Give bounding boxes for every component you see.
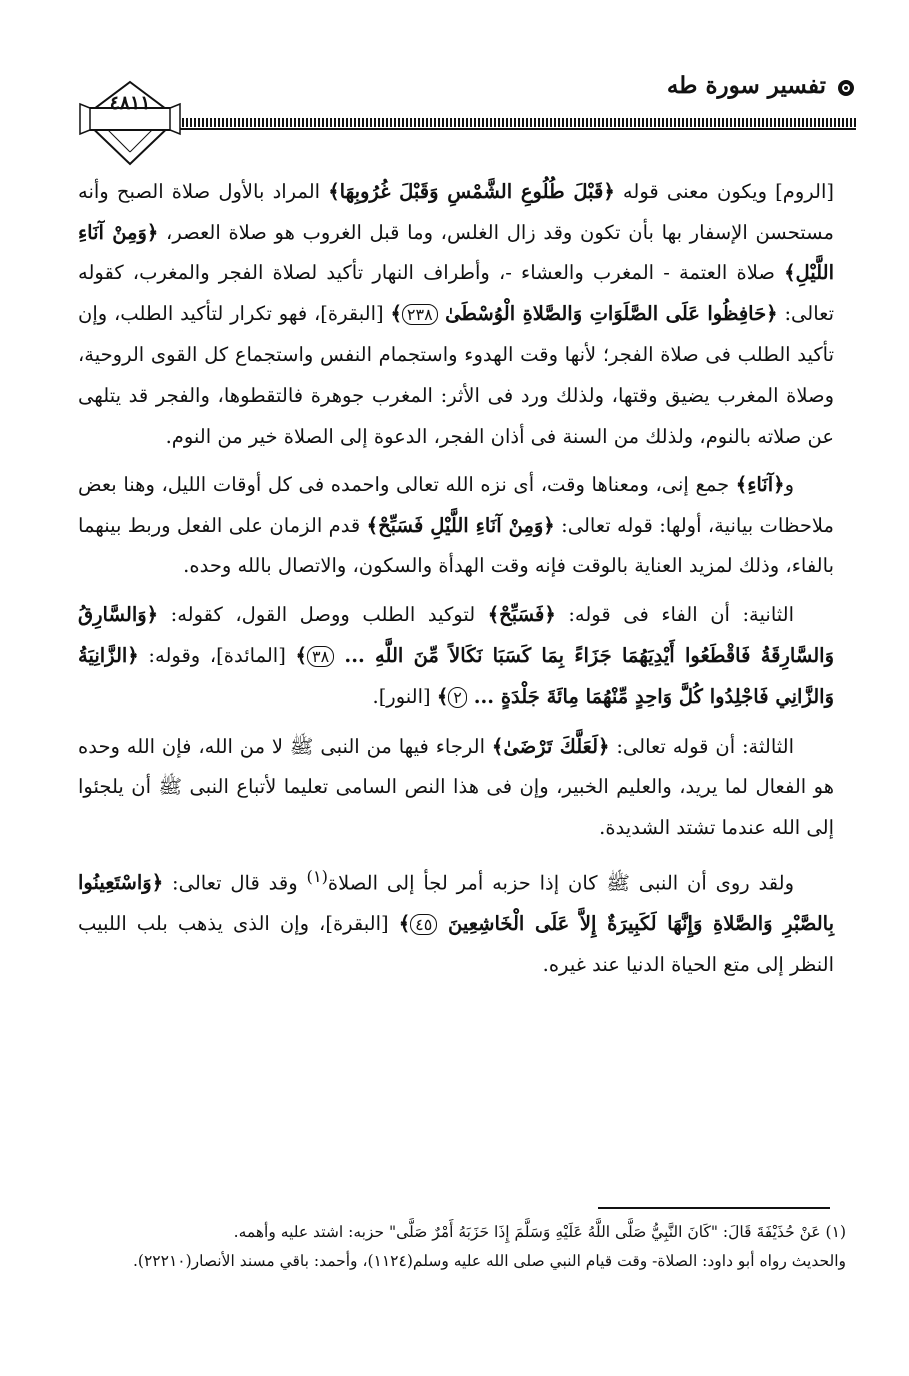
text-run: قدم الزمان على الفعل وربط بينهما بالفاء، وذلك لمزيد العناية بالوقت فإنه وقت الهدأة والسكون، والاتصال بالله وحده.: [78, 513, 834, 578]
footnote-reference: (١): [306, 866, 328, 886]
footnote-1: (١) عَنْ حُذَيْفَةَ قَالَ: "كَانَ النَّبِيُّ صَلَّى اللَّهُ عَلَيْهِ وَسَلَّمَ إِذَا حَزَبَهُ أَمْرٌ صَلَّى" حزبه: اشتد عليه وأهمه.: [233, 1223, 846, 1241]
verse-number-marker: ٤٥: [410, 914, 437, 935]
quote-text: ﴿حَافِظُوا عَلَى الصَّلَوَاتِ وَالصَّلاةِ الْوُسْطَىٰ: [445, 301, 778, 325]
text-run: [البقرة]، فهو تكرار لتأكيد الطلب، وإن تأكيد الطلب فى صلاة الفجر؛ لأنها وقت الهدوء واستجمام النفس واستجماع كل القوى الروحية، وصلاة المغرب يضيق وقتها، ولذلك ورد فى الأثر: المغرب جوهرة فالتقطوها، والفجر قد يتلهى عن صلاته بالنوم، ولذلك من السنة فى أذان الفجر، الدعوة إلى الصلاة خير من النوم.: [78, 301, 834, 448]
quote-text: ﴿وَالسَّارِقُ وَالسَّارِقَةُ فَاقْطَعُوا أَيْدِيَهُمَا جَزَاءً بِمَا كَسَبَا نَكَالاً مِّنَ اللَّهِ ...: [78, 602, 835, 667]
text-run: المراد بالأول صلاة الصبح وأنه مستحسن الإسفار بها بأن تكون وقد زال الغلس، وما قبل الغروب هو صلاة العصر،: [78, 180, 835, 244]
quote-text: ﴿وَاسْتَعِينُوا بِالصَّبْرِ وَالصَّلاةِ وَإِنَّهَا لَكَبِيرَةٌ إِلاَّ عَلَى الْخَاشِعِينَ: [78, 871, 835, 935]
quran-quote: ﴿وَمِنْ آنَاءِ اللَّيْلِ﴾: [78, 220, 834, 285]
footnote-1-source: والحديث رواه أبو داود: الصلاة- وقت قيام النبي صلى الله عليه وسلم(١١٢٤)، وأحمد: باقي مسند الأنصار(٢٢٢١٠).: [132, 1252, 846, 1270]
quran-quote: [390, 302, 777, 325]
page-header: [78, 62, 856, 172]
text-run: الثالثة: أن قوله تعالى:: [616, 734, 795, 758]
text-run: وقد قال تعالى:: [172, 871, 298, 894]
page-number: ٤٨١١: [109, 92, 151, 114]
paragraph-5: [78, 857, 834, 986]
paragraph-4: [78, 727, 834, 849]
text-run: [البقرة]، وإن الذى يذهب بلب اللبيب النظر إلى متع الحياة الدنيا عند غيره.: [78, 911, 834, 977]
text-run: الثانية: أن الفاء فى قوله:: [568, 602, 794, 626]
text-run: الرجاء فيها من النبى ﷺ لا من الله، فإن الله وحده هو الفعال لما يريد، والعليم الخبير، وإن فى هذا النص السامى تعليما لأتباع النبى ﷺ أن يلجئوا إلى الله عندما تشتد الشديدة.: [78, 734, 834, 839]
text-run: [المائدة]، وقوله:: [148, 643, 286, 667]
text-run: [النور].: [372, 685, 431, 709]
main-text: [78, 172, 834, 986]
header-rule: [158, 118, 856, 127]
quote-close: ﴾: [398, 911, 411, 935]
verse-number-marker: ٣٨: [307, 646, 334, 667]
quran-quote: ﴿لَعَلَّكَ تَرْضَىٰ﴾: [491, 734, 610, 758]
quran-quote: ﴿فَسَبِّحْ﴾: [487, 602, 556, 626]
quote-text: ﴿الزَّانِيَةُ وَالزَّانِي فَاجْلِدُوا كُلَّ وَاحِدٍ مِّنْهُمَا مِائَةَ جَلْدَةٍ ...: [78, 643, 834, 709]
floral-ornament-icon: [836, 78, 856, 98]
text-run: لتوكيد الطلب ووصل القول، كقوله:: [170, 602, 476, 626]
quran-quote: ﴿وَمِنْ آنَاءِ اللَّيْلِ فَسَبِّحْ﴾: [366, 513, 555, 537]
quote-close: ﴾: [390, 301, 402, 325]
running-title: تفسير سورة طه: [666, 72, 826, 99]
verse-number-marker: ٢: [448, 687, 467, 708]
quote-close: ﴾: [436, 685, 449, 709]
text-run: و: [784, 473, 794, 497]
quran-quote: ﴿آنَاءِ﴾: [735, 473, 785, 497]
text-run: صلاة العتمة - المغرب والعشاء -، وأطراف النهار تأكيد لصلاة الفجر والمغرب، كقوله تعالى:: [78, 261, 834, 325]
paragraph-3: [78, 595, 834, 719]
footnote-separator: [598, 1207, 830, 1209]
text-run: ولقد روى أن النبى ﷺ كان إذا حزبه أمر لجأ إلى الصلاة: [327, 871, 794, 894]
text-run: جمع إنى، ومعناها وقت، أى نزه الله تعالى واحمده فى كل أوقات الليل، وهنا بعض ملاحظات بيانية، أولها: قوله تعالى:: [78, 473, 834, 537]
header-rule-line: [158, 128, 856, 130]
quran-quote: ﴿قَبْلَ طُلُوعِ الشَّمْسِ وَقَبْلَ غُرُوبِهَا﴾: [328, 180, 615, 203]
verse-number-marker: ٢٣٨: [402, 304, 438, 325]
paragraph-2: [78, 465, 834, 587]
paragraph-1: [78, 172, 834, 457]
footnotes: [66, 1218, 846, 1276]
text-run: [الروم] ويكون معنى قوله: [622, 180, 835, 203]
quote-close: ﴾: [295, 643, 307, 667]
